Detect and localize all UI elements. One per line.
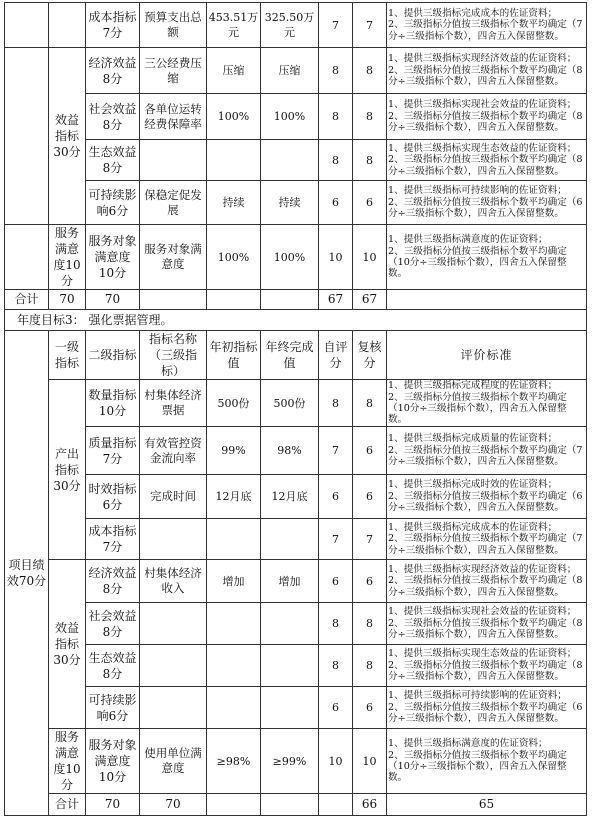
empty-cell (261, 794, 319, 816)
initial-value (207, 603, 261, 645)
annual-goal-3: 年度目标3： 强化票据管理。 (5, 310, 587, 331)
self-score: 6 (319, 687, 353, 729)
table-row (5, 729, 587, 794)
left-blank-cell (5, 3, 49, 48)
table-row (5, 560, 587, 603)
self-score: 6 (319, 475, 353, 519)
evaluation-standard: 1、提供三级指标满意度的佐证资料； 2、三级指标分值按三级指标个数平均确定（10分÷三级指标个数），四舍五入保留整数。 (387, 729, 587, 794)
secondary-indicator: 成本指标7分 (86, 3, 140, 48)
total-label: 合计 (49, 794, 86, 816)
table-row (5, 380, 587, 427)
final-value: 压缩 (261, 48, 319, 94)
review-score: 10 (353, 729, 387, 794)
evaluation-table (4, 2, 587, 816)
initial-value (207, 645, 261, 687)
total-review-score: 65 (387, 794, 587, 816)
review-score: 6 (353, 427, 387, 475)
initial-value (207, 687, 261, 729)
table-row (5, 140, 587, 181)
evaluation-standard: 1、提供三级指标实现社会效益的佐证资料； 2、三级指标分值按三级指标个数平均确定（8分÷三级指标个数），四舍五入保留整数。 (387, 94, 587, 140)
self-score: 8 (319, 603, 353, 645)
review-score: 8 (353, 645, 387, 687)
level1-group-benefit: 效益指标30分 (49, 560, 86, 729)
self-score: 10 (319, 225, 353, 290)
indicator-name: 村集体经济票据 (140, 380, 207, 427)
review-score: 10 (353, 225, 387, 290)
indicator-name: 保稳定促发展 (140, 181, 207, 225)
total-self-score: 67 (319, 290, 353, 310)
evaluation-standard: 1、提供三级指标可持续影响的佐证资料； 2、三级指标分值按三级指标个数平均确定（6分÷三级指标个数），四舍五入保留整数。 (387, 687, 587, 729)
indicator-name (140, 645, 207, 687)
table-row (5, 181, 587, 225)
secondary-indicator: 生态效益8分 (86, 140, 140, 181)
self-score: 7 (319, 427, 353, 475)
review-score: 6 (353, 560, 387, 603)
review-score: 8 (353, 48, 387, 94)
level1-group-service: 服务满意度10分 (49, 729, 86, 794)
total-label: 合计 (5, 290, 49, 310)
secondary-indicator: 社会效益8分 (86, 94, 140, 140)
secondary-indicator: 经济效益8分 (86, 560, 140, 603)
secondary-indicator: 质量指标7分 (86, 427, 140, 475)
table-row (5, 645, 587, 687)
left-blank-cell (5, 225, 49, 290)
secondary-indicator: 数量指标10分 (86, 380, 140, 427)
empty-cell (140, 290, 207, 310)
evaluation-standard: 1、提供三级指标完成成本的佐证资料； 2、三级指标分值按三级指标个数平均确定（7分÷三级指标个数），四舍五入保留整数。 (387, 519, 587, 560)
secondary-indicator: 可持续影响6分 (86, 181, 140, 225)
level1-group-benefit: 效益指标30分 (49, 48, 86, 225)
indicator-name (140, 140, 207, 181)
total-level2: 70 (140, 794, 207, 816)
indicator-name (140, 519, 207, 560)
indicator-name: 服务对象满意度 (140, 225, 207, 290)
empty-cell (261, 290, 319, 310)
header-indicator: 指标名称（三级指标） (140, 331, 207, 380)
indicator-name: 各单位运转经费保障率 (140, 94, 207, 140)
self-score: 8 (319, 140, 353, 181)
initial-value: 100% (207, 225, 261, 290)
self-score: 6 (319, 560, 353, 603)
initial-value (207, 519, 261, 560)
indicator-name: 有效管控资金流向率 (140, 427, 207, 475)
final-value: 98% (261, 427, 319, 475)
empty-cell (387, 290, 587, 310)
final-value (261, 645, 319, 687)
table-row (5, 687, 587, 729)
total-review-score: 67 (353, 290, 387, 310)
level1-blank-cell (49, 3, 86, 48)
empty-cell (207, 290, 261, 310)
header-row (5, 331, 587, 380)
final-value (261, 519, 319, 560)
review-score: 8 (353, 603, 387, 645)
final-value: 500份 (261, 380, 319, 427)
final-value (261, 603, 319, 645)
review-score: 8 (353, 140, 387, 181)
evaluation-standard: 1、提供三级指标实现社会效益的佐证资料； 2、三级指标分值按三级指标个数平均确定（8分÷三级指标个数），四舍五入保留整数。 (387, 603, 587, 645)
indicator-name: 预算支出总额 (140, 3, 207, 48)
table-row (5, 603, 587, 645)
review-score: 8 (353, 380, 387, 427)
self-score: 6 (319, 181, 353, 225)
evaluation-standard: 1、提供三级指标实现经济效益的佐证资料； 2、三级指标分值按三级指标个数平均确定（8分÷三级指标个数），四舍五入保留整数。 (387, 560, 587, 603)
secondary-indicator: 成本指标7分 (86, 519, 140, 560)
evaluation-standard: 1、提供三级指标完成程度的佐证资料； 2、三级指标分值按三级指标个数平均确定（10分÷三级指标个数），四舍五入保留整数。 (387, 380, 587, 427)
final-value: 增加 (261, 560, 319, 603)
level1-group-service: 服务满意度10分 (49, 225, 86, 290)
empty-cell (319, 794, 353, 816)
empty-cell (207, 794, 261, 816)
evaluation-sheet (4, 2, 586, 816)
initial-value: 99% (207, 427, 261, 475)
header-final: 年终完成值 (261, 331, 319, 380)
header-self: 自评分 (319, 331, 353, 380)
secondary-indicator: 社会效益8分 (86, 603, 140, 645)
header-review: 复核分 (353, 331, 387, 380)
final-value: 12月底 (261, 475, 319, 519)
indicator-name (140, 603, 207, 645)
initial-value: 12月底 (207, 475, 261, 519)
table-row (5, 48, 587, 94)
table-row (5, 475, 587, 519)
total-level1: 70 (49, 290, 86, 310)
total-row (5, 794, 587, 816)
self-score: 8 (319, 645, 353, 687)
table-row (5, 225, 587, 290)
indicator-name: 使用单位满意度 (140, 729, 207, 794)
header-level2: 二级指标 (86, 331, 140, 380)
indicator-name: 村集体经济收入 (140, 560, 207, 603)
initial-value (207, 140, 261, 181)
review-score: 6 (353, 475, 387, 519)
evaluation-standard: 1、提供三级指标完成成本的佐证资料； 2、三级指标分值按三级指标个数平均确定（7分÷三级指标个数），四舍五入保留整数。 (387, 3, 587, 48)
table-row (5, 519, 587, 560)
secondary-indicator: 可持续影响6分 (86, 687, 140, 729)
table-row (5, 3, 587, 48)
evaluation-standard: 1、提供三级指标可持续影响的佐证资料； 2、三级指标分值按三级指标个数平均确定（6分÷三级指标个数），四舍五入保留整数。 (387, 181, 587, 225)
evaluation-standard: 1、提供三级指标满意度的佐证资料； 2、三级指标分值按三级指标个数平均确定（10分÷三级指标个数），四舍五入保留整数。 (387, 225, 587, 290)
self-score: 7 (319, 519, 353, 560)
evaluation-standard: 1、提供三级指标实现经济效益的佐证资料； 2、三级指标分值按三级指标个数平均确定（8分÷三级指标个数），四舍五入保留整数。 (387, 48, 587, 94)
table-row (5, 427, 587, 475)
initial-value: 100% (207, 94, 261, 140)
secondary-indicator: 服务对象满意度10分 (86, 729, 140, 794)
initial-value: 持续 (207, 181, 261, 225)
goal-row (5, 310, 587, 331)
total-level2: 70 (86, 290, 140, 310)
review-score: 6 (353, 687, 387, 729)
secondary-indicator: 生态效益8分 (86, 645, 140, 687)
header-standard: 评价标准 (387, 331, 587, 380)
secondary-indicator: 服务对象满意度10分 (86, 225, 140, 290)
indicator-name: 完成时间 (140, 475, 207, 519)
table-row (5, 94, 587, 140)
indicator-name: 三公经费压缩 (140, 48, 207, 94)
self-score: 8 (319, 48, 353, 94)
secondary-indicator: 经济效益8分 (86, 48, 140, 94)
initial-value: 增加 (207, 560, 261, 603)
final-value: 325.50万元 (261, 3, 319, 48)
header-initial: 年初指标值 (207, 331, 261, 380)
left-blank-cell (5, 48, 49, 225)
initial-value: 453.51万元 (207, 3, 261, 48)
initial-value: 500份 (207, 380, 261, 427)
final-value: ≥99% (261, 729, 319, 794)
self-score: 10 (319, 729, 353, 794)
self-score: 7 (319, 3, 353, 48)
total-level1: 70 (86, 794, 140, 816)
review-score: 7 (353, 3, 387, 48)
initial-value: ≥98% (207, 729, 261, 794)
header-level1: 一级指标 (49, 331, 86, 380)
self-score: 8 (319, 94, 353, 140)
indicator-name (140, 687, 207, 729)
review-score: 8 (353, 94, 387, 140)
total-self-score: 66 (353, 794, 387, 816)
total-row (5, 290, 587, 310)
evaluation-standard: 1、提供三级指标完成时效的佐证资料； 2、三级指标分值按三级指标个数平均确定（6分÷三级指标个数），四舍五入保留整数。 (387, 475, 587, 519)
review-score: 6 (353, 181, 387, 225)
review-score: 7 (353, 519, 387, 560)
evaluation-standard: 1、提供三级指标实现生态效益的佐证资料； 2、三级指标分值按三级指标个数平均确定（8分÷三级指标个数），四舍五入保留整数。 (387, 140, 587, 181)
final-value: 持续 (261, 181, 319, 225)
evaluation-standard: 1、提供三级指标完成质量的佐证资料； 2、三级指标分值按三级指标个数平均确定（7分÷三级指标个数），四舍五入保留整数。 (387, 427, 587, 475)
final-value (261, 140, 319, 181)
secondary-indicator: 时效指标6分 (86, 475, 140, 519)
evaluation-standard: 1、提供三级指标实现生态效益的佐证资料； 2、三级指标分值按三级指标个数平均确定（8分÷三级指标个数），四舍五入保留整数。 (387, 645, 587, 687)
project-performance-label: 项目绩效70分 (5, 331, 49, 816)
final-value: 100% (261, 225, 319, 290)
final-value: 100% (261, 94, 319, 140)
final-value (261, 687, 319, 729)
level1-group-output: 产出指标30分 (49, 380, 86, 560)
self-score: 8 (319, 380, 353, 427)
initial-value: 压缩 (207, 48, 261, 94)
